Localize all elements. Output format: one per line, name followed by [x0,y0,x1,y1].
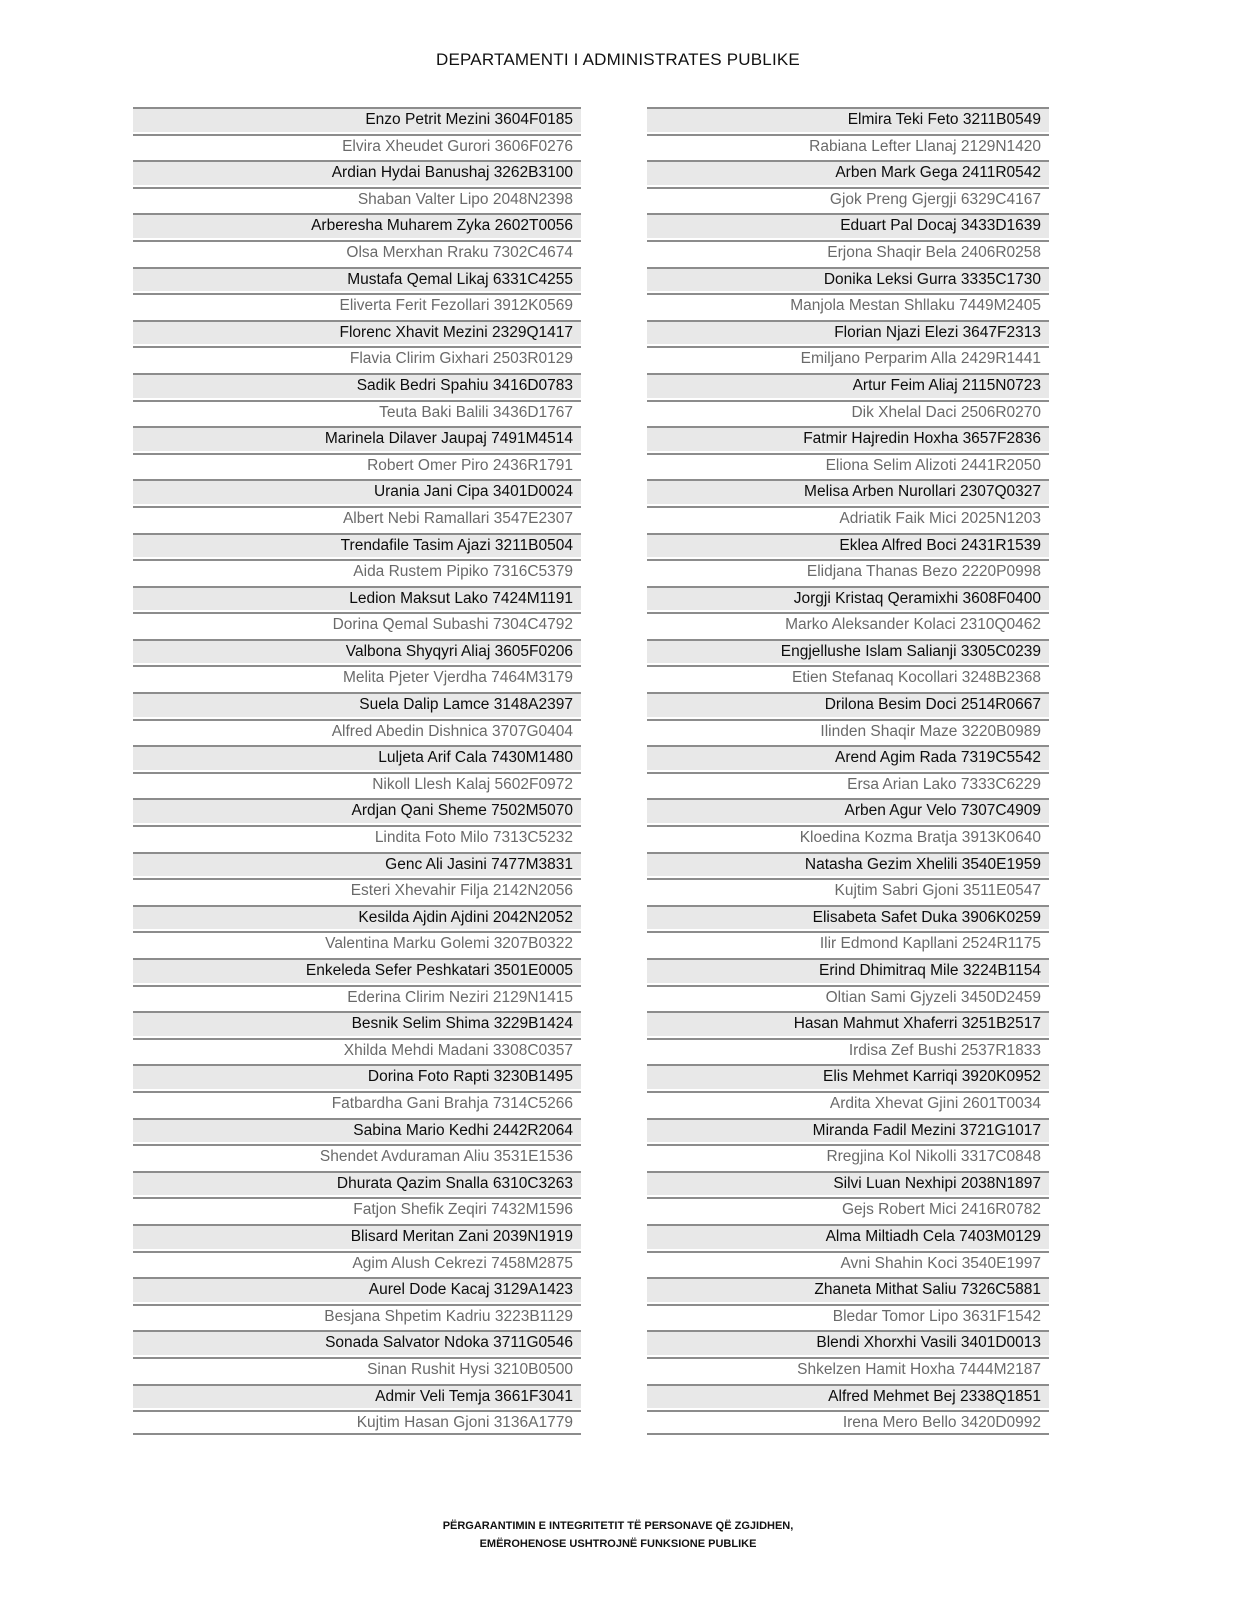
name-row: Shendet Avduraman Aliu 3531E1536 [133,1144,581,1169]
name-row: Dik Xhelal Daci 2506R0270 [647,400,1049,425]
name-row: Etien Stefanaq Kocollari 3248B2368 [647,665,1049,690]
name-row: Alfred Mehmet Bej 2338Q1851 [647,1384,1049,1409]
name-row: Adriatik Faik Mici 2025N1203 [647,506,1049,531]
name-row: Ardjan Qani Sheme 7502M5070 [133,798,581,823]
footer-line-2: EMËROHENOSE USHTROJNË FUNKSIONE PUBLIKE [479,1538,757,1550]
name-row: Admir Veli Temja 3661F3041 [133,1384,581,1409]
name-row: Melisa Arben Nurollari 2307Q0327 [647,479,1049,504]
name-row: Urania Jani Cipa 3401D0024 [133,479,581,504]
name-row: Avni Shahin Koci 3540E1997 [647,1251,1049,1276]
name-row: Dorina Foto Rapti 3230B1495 [133,1064,581,1089]
name-row: Esteri Xhevahir Filja 2142N2056 [133,878,581,903]
name-row: Natasha Gezim Xhelili 3540E1959 [647,852,1049,877]
name-row: Artur Feim Aliaj 2115N0723 [647,373,1049,398]
name-row: Erjona Shaqir Bela 2406R0258 [647,240,1049,265]
name-row: Xhilda Mehdi Madani 3308C0357 [133,1038,581,1063]
name-row: Gjok Preng Gjergji 6329C4167 [647,187,1049,212]
name-row: Fatbardha Gani Brahja 7314C5266 [133,1091,581,1116]
name-row: Florian Njazi Elezi 3647F2313 [647,320,1049,345]
name-row: Kesilda Ajdin Ajdini 2042N2052 [133,905,581,930]
footer-line-1: PËRGARANTIMIN E INTEGRITETIT TË PERSONAVE QË ZGJIDHEN, [442,1520,794,1532]
name-row: Ilinden Shaqir Maze 3220B0989 [647,719,1049,744]
name-row: Rregjina Kol Nikolli 3317C0848 [647,1144,1049,1169]
name-row: Kujtim Sabri Gjoni 3511E0547 [647,878,1049,903]
name-row: Sadik Bedri Spahiu 3416D0783 [133,373,581,398]
name-row: Ledion Maksut Lako 7424M1191 [133,586,581,611]
name-row: Besjana Shpetim Kadriu 3223B1129 [133,1304,581,1329]
name-row: Kujtim Hasan Gjoni 3136A1779 [133,1410,581,1435]
name-row: Eliona Selim Alizoti 2441R2050 [647,453,1049,478]
name-row: Genc Ali Jasini 7477M3831 [133,852,581,877]
name-row: Bledar Tomor Lipo 3631F1542 [647,1304,1049,1329]
name-row: Ardian Hydai Banushaj 3262B3100 [133,160,581,185]
name-row: Arend Agim Rada 7319C5542 [647,745,1049,770]
name-row: Teuta Baki Balili 3436D1767 [133,400,581,425]
name-row: Elmira Teki Feto 3211B0549 [647,107,1049,132]
name-row: Ederina Clirim Neziri 2129N1415 [133,985,581,1010]
name-row: Suela Dalip Lamce 3148A2397 [133,692,581,717]
name-row: Valentina Marku Golemi 3207B0322 [133,931,581,956]
name-row: Shkelzen Hamit Hoxha 7444M2187 [647,1357,1049,1382]
left-name-list [133,107,581,1437]
name-row: Rabiana Lefter Llanaj 2129N1420 [647,134,1049,159]
name-row: Gejs Robert Mici 2416R0782 [647,1197,1049,1222]
name-row: Sabina Mario Kedhi 2442R2064 [133,1118,581,1143]
name-row: Donika Leksi Gurra 3335C1730 [647,267,1049,292]
name-row: Irdisa Zef Bushi 2537R1833 [647,1038,1049,1063]
name-row: Fatjon Shefik Zeqiri 7432M1596 [133,1197,581,1222]
name-row: Arben Agur Velo 7307C4909 [647,798,1049,823]
name-row: Elisabeta Safet Duka 3906K0259 [647,905,1049,930]
name-row: Dorina Qemal Subashi 7304C4792 [133,612,581,637]
name-row: Silvi Luan Nexhipi 2038N1897 [647,1171,1049,1196]
name-row: Elvira Xheudet Gurori 3606F0276 [133,134,581,159]
footer [0,1517,1236,1553]
name-row: Manjola Mestan Shllaku 7449M2405 [647,293,1049,318]
name-row: Hasan Mahmut Xhaferri 3251B2517 [647,1011,1049,1036]
name-row: Shaban Valter Lipo 2048N2398 [133,187,581,212]
name-row: Eliverta Ferit Fezollari 3912K0569 [133,293,581,318]
name-row: Aurel Dode Kacaj 3129A1423 [133,1277,581,1302]
name-row: Besnik Selim Shima 3229B1424 [133,1011,581,1036]
name-row: Marinela Dilaver Jaupaj 7491M4514 [133,426,581,451]
name-row: Kloedina Kozma Bratja 3913K0640 [647,825,1049,850]
name-row: Ilir Edmond Kapllani 2524R1175 [647,931,1049,956]
name-row: Eklea Alfred Boci 2431R1539 [647,533,1049,558]
name-row: Luljeta Arif Cala 7430M1480 [133,745,581,770]
name-row: Olsa Merxhan Rraku 7302C4674 [133,240,581,265]
name-row: Jorgji Kristaq Qeramixhi 3608F0400 [647,586,1049,611]
name-row: Arberesha Muharem Zyka 2602T0056 [133,213,581,238]
name-row: Blendi Xhorxhi Vasili 3401D0013 [647,1330,1049,1355]
name-row: Elidjana Thanas Bezo 2220P0998 [647,559,1049,584]
name-row: Dhurata Qazim Snalla 6310C3263 [133,1171,581,1196]
name-row: Robert Omer Piro 2436R1791 [133,453,581,478]
name-row: Ardita Xhevat Gjini 2601T0034 [647,1091,1049,1116]
name-row: Enkeleda Sefer Peshkatari 3501E0005 [133,958,581,983]
name-row: Elis Mehmet Karriqi 3920K0952 [647,1064,1049,1089]
right-name-list [647,107,1049,1437]
name-row: Irena Mero Bello 3420D0992 [647,1410,1049,1435]
name-row: Valbona Shyqyri Aliaj 3605F0206 [133,639,581,664]
name-row: Fatmir Hajredin Hoxha 3657F2836 [647,426,1049,451]
name-row: Sonada Salvator Ndoka 3711G0546 [133,1330,581,1355]
name-row: Trendafile Tasim Ajazi 3211B0504 [133,533,581,558]
name-row: Eduart Pal Docaj 3433D1639 [647,213,1049,238]
name-row: Agim Alush Cekrezi 7458M2875 [133,1251,581,1276]
name-row: Ersa Arian Lako 7333C6229 [647,772,1049,797]
name-row: Nikoll Llesh Kalaj 5602F0972 [133,772,581,797]
name-row: Oltian Sami Gjyzeli 3450D2459 [647,985,1049,1010]
name-row: Aida Rustem Pipiko 7316C5379 [133,559,581,584]
name-row: Blisard Meritan Zani 2039N1919 [133,1224,581,1249]
name-row: Sinan Rushit Hysi 3210B0500 [133,1357,581,1382]
name-row: Alma Miltiadh Cela 7403M0129 [647,1224,1049,1249]
name-row: Emiljano Perparim Alla 2429R1441 [647,346,1049,371]
name-row: Mustafa Qemal Likaj 6331C4255 [133,267,581,292]
name-row: Arben Mark Gega 2411R0542 [647,160,1049,185]
name-row: Miranda Fadil Mezini 3721G1017 [647,1118,1049,1143]
name-row: Engjellushe Islam Salianji 3305C0239 [647,639,1049,664]
name-row: Lindita Foto Milo 7313C5232 [133,825,581,850]
name-row: Enzo Petrit Mezini 3604F0185 [133,107,581,132]
name-row: Erind Dhimitraq Mile 3224B1154 [647,958,1049,983]
name-row: Alfred Abedin Dishnica 3707G0404 [133,719,581,744]
name-row: Marko Aleksander Kolaci 2310Q0462 [647,612,1049,637]
name-row: Florenc Xhavit Mezini 2329Q1417 [133,320,581,345]
name-row: Flavia Clirim Gixhari 2503R0129 [133,346,581,371]
page-title: DEPARTAMENTI I ADMINISTRATES PUBLIKE [436,50,800,69]
name-row: Albert Nebi Ramallari 3547E2307 [133,506,581,531]
name-row: Melita Pjeter Vjerdha 7464M3179 [133,665,581,690]
name-row: Drilona Besim Doci 2514R0667 [647,692,1049,717]
name-row: Zhaneta Mithat Saliu 7326C5881 [647,1277,1049,1302]
